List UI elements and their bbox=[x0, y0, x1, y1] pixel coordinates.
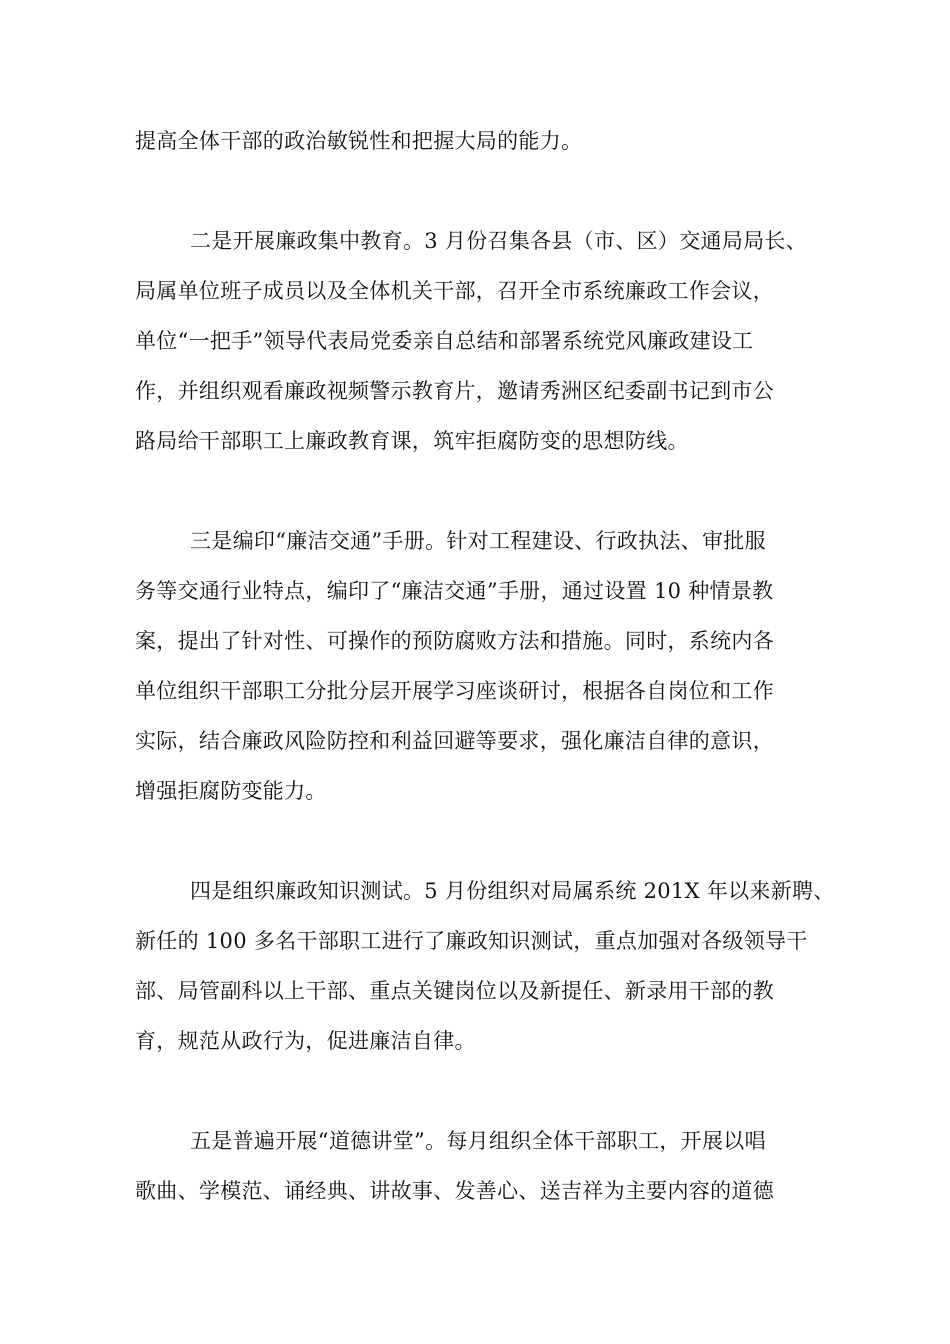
paragraph-line: 局属单位班子成员以及全体机关干部，召开全市系统廉政工作会议， bbox=[135, 279, 774, 303]
paragraph-line: 三是编印“廉洁交通”手册。针对工程建设、行政执法、审批服 bbox=[190, 529, 766, 553]
paragraph-line: 作，并组织观看廉政视频警示教育片，邀请秀洲区纪委副书记到市公 bbox=[135, 379, 774, 403]
paragraph-line: 五是普遍开展“道德讲堂”。每月组织全体干部职工，开展以唱 bbox=[190, 1129, 766, 1153]
paragraph-line: 案，提出了针对性、可操作的预防腐败方法和措施。同时，系统内各 bbox=[135, 629, 774, 653]
paragraph-line: 单位组织干部职工分批分层开展学习座谈研讨，根据各自岗位和工作 bbox=[135, 679, 774, 703]
paragraph-line: 增强拒腐防变能力。 bbox=[135, 779, 327, 803]
paragraph-line: 实际，结合廉政风险防控和利益回避等要求，强化廉洁自律的意识， bbox=[135, 729, 774, 753]
paragraph-line: 务等交通行业特点，编印了“廉洁交通”手册，通过设置 10 种情景教 bbox=[135, 579, 774, 603]
paragraph-line: 育，规范从政行为，促进廉洁自律。 bbox=[135, 1029, 476, 1053]
paragraph-line: 提高全体干部的政治敏锐性和把握大局的能力。 bbox=[135, 129, 583, 153]
paragraph-line: 新任的 100 多名干部职工进行了廉政知识测试，重点加强对各级领导干 bbox=[135, 929, 808, 953]
paragraph-line: 歌曲、学模范、诵经典、讲故事、发善心、送吉祥为主要内容的道德 bbox=[135, 1179, 774, 1203]
paragraph-line: 路局给干部职工上廉政教育课，筑牢拒腐防变的思想防线。 bbox=[135, 429, 689, 453]
paragraph-line: 二是开展廉政集中教育。3 月份召集各县（市、区）交通局局长、 bbox=[190, 229, 808, 253]
paragraph-line: 部、局管副科以上干部、重点关键岗位以及新提任、新录用干部的教 bbox=[135, 979, 774, 1003]
paragraph-line: 单位“一把手”领导代表局党委亲自总结和部署系统党风廉政建设工 bbox=[135, 329, 754, 353]
paragraph-line: 四是组织廉政知识测试。5 月份组织对局属系统 201X 年以来新聘、 bbox=[190, 879, 835, 903]
